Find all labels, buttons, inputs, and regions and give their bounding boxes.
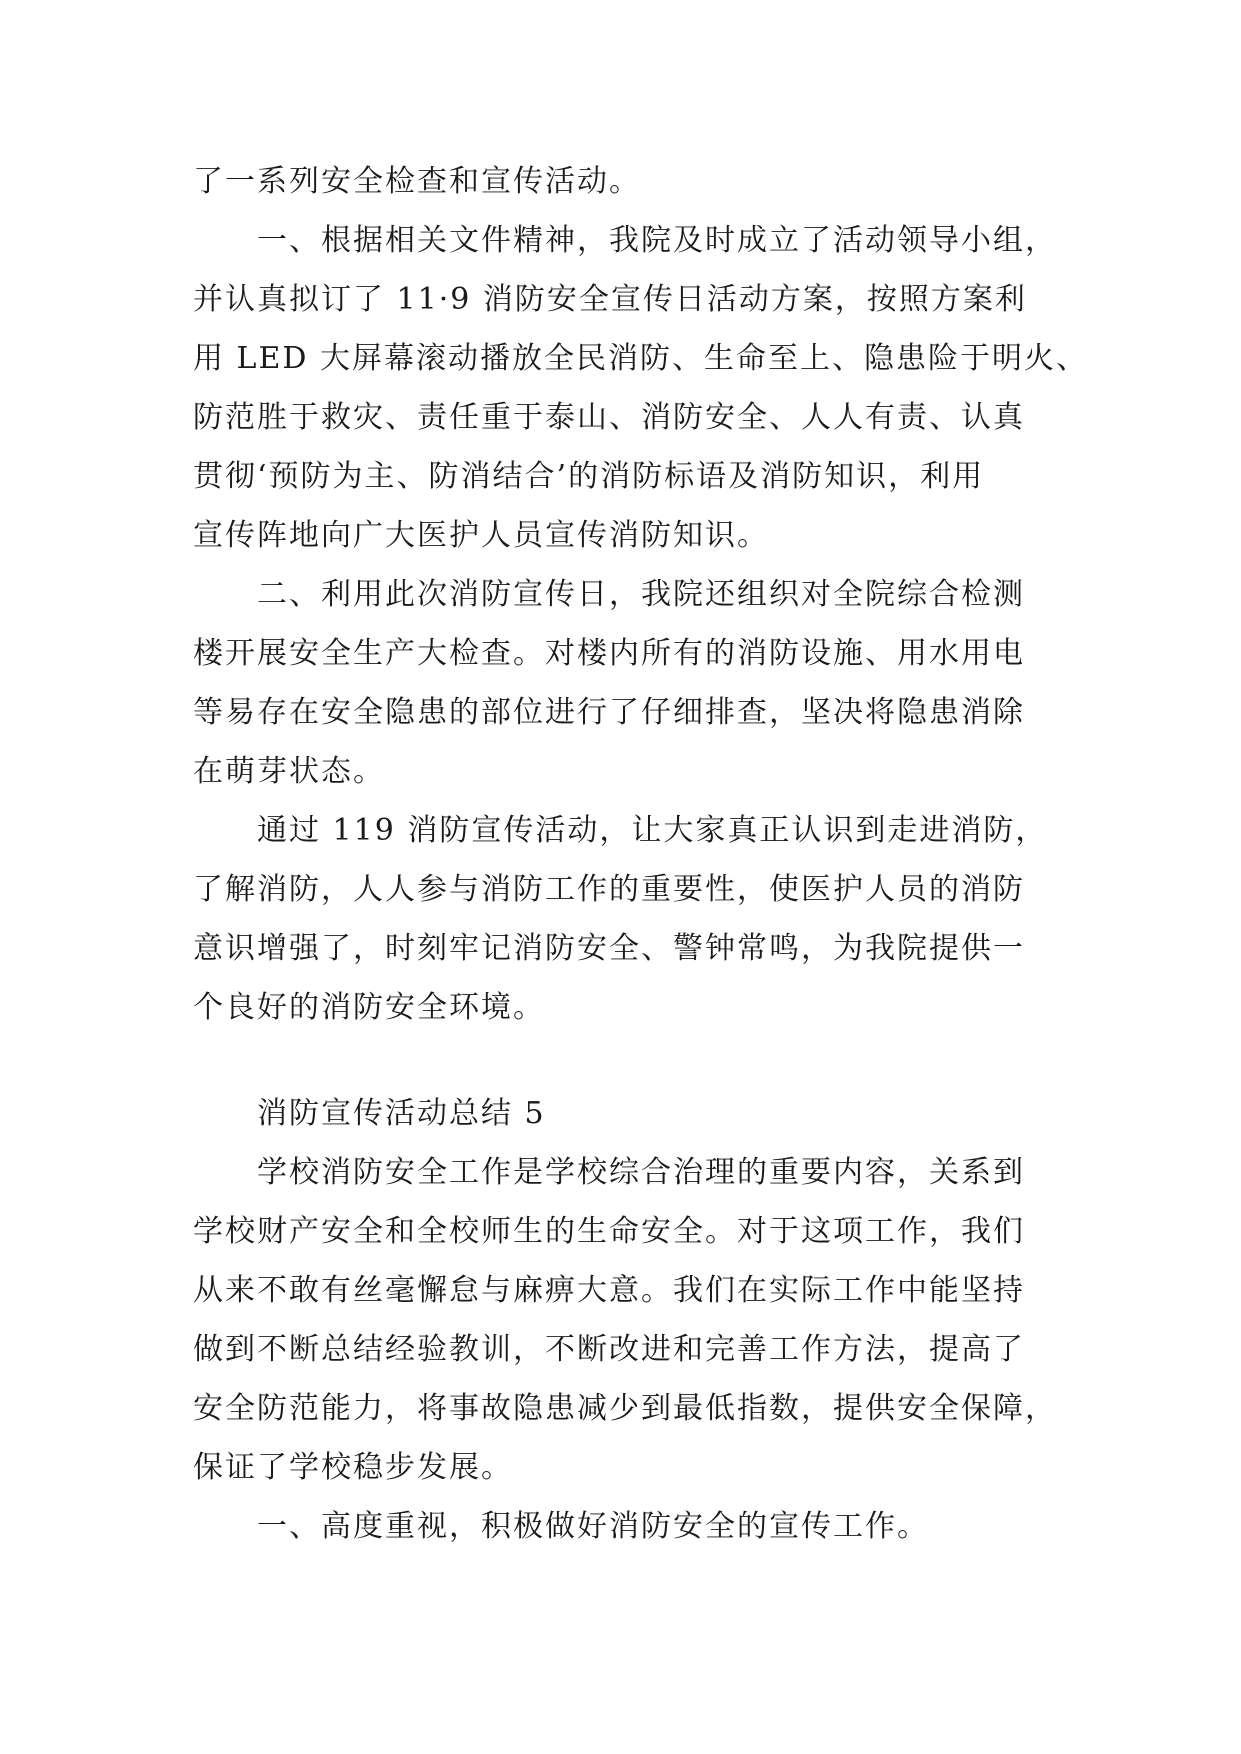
section-1-body: [193, 152, 1088, 1037]
paragraph-line: 一、高度重视，积极做好消防安全的宣传工作。: [257, 1509, 929, 1544]
paragraph-line: 学校财产安全和全校师生的生命安全。对于这项工作，我们: [193, 1214, 1025, 1249]
paragraph-line: 一、根据相关文件精神，我院及时成立了活动领导小组，: [257, 223, 1057, 258]
paragraph-line: 楼开展安全生产大检查。对楼内所有的消防设施、用水用电: [193, 636, 1025, 671]
paragraph-line: 防范胜于救灾、责任重于泰山、消防安全、人人有责、认真: [193, 400, 1025, 435]
paragraph-line: 做到不断总结经验教训，不断改进和完善工作方法，提高了: [193, 1332, 1025, 1367]
paragraph-line: 宣传阵地向广大医护人员宣传消防知识。: [193, 518, 769, 553]
paragraph-line: 在萌芽状态。: [193, 754, 385, 789]
section-heading: 消防宣传活动总结 5: [257, 1096, 546, 1131]
paragraph-line: 贯彻‘预防为主、防消结合’的消防标语及消防知识，利用: [193, 459, 985, 494]
paragraph-line: 学校消防安全工作是学校综合治理的重要内容，关系到: [257, 1155, 1025, 1190]
paragraph-line: 安全防范能力，将事故隐患减少到最低指数，提供安全保障，: [193, 1391, 1057, 1426]
paragraph-line: 并认真拟订了 11·9 消防安全宣传日活动方案，按照方案利: [193, 282, 1027, 317]
paragraph-line: 了一系列安全检查和宣传活动。: [193, 164, 641, 199]
paragraph-line: 个良好的消防安全环境。: [193, 990, 545, 1025]
paragraph-line: 保证了学校稳步发展。: [193, 1450, 513, 1485]
paragraph-line: 用 LED 大屏幕滚动播放全民消防、生命至上、隐患险于明火、: [193, 341, 1088, 376]
paragraph-line: 二、利用此次消防宣传日，我院还组织对全院综合检测: [257, 577, 1025, 612]
paragraph-line: 从来不敢有丝毫懈怠与麻痹大意。我们在实际工作中能坚持: [193, 1273, 1025, 1308]
paragraph-line: 通过 119 消防宣传活动，让大家真正认识到走进消防，: [257, 813, 1048, 848]
paragraph-line: 等易存在安全隐患的部位进行了仔细排查，坚决将隐患消除: [193, 695, 1025, 730]
paragraph-line: 了解消防，人人参与消防工作的重要性，使医护人员的消防: [193, 872, 1025, 907]
section-2-body: [193, 1084, 1057, 1556]
paragraph-line: 意识增强了，时刻牢记消防安全、警钟常鸣，为我院提供一: [193, 931, 1025, 966]
